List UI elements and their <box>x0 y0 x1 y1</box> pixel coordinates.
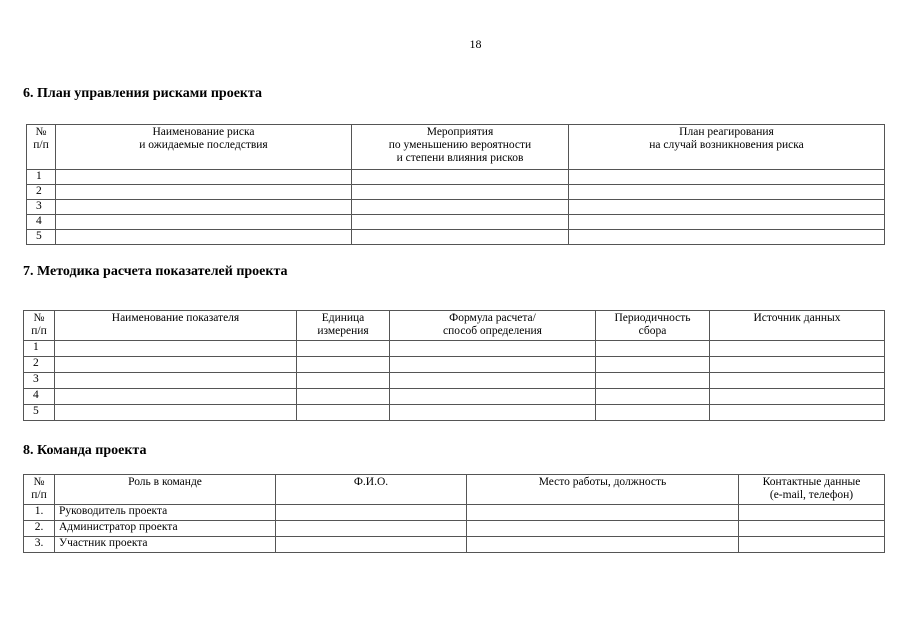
table-cell <box>297 357 390 373</box>
table-cell <box>710 389 885 405</box>
row-number-cell: 2 <box>24 357 55 373</box>
section-title-project-team: 8. Команда проекта <box>23 443 147 458</box>
project-team-table <box>23 474 885 553</box>
table-row <box>24 505 885 521</box>
table-cell <box>55 341 297 357</box>
table-cell <box>467 505 739 521</box>
table-cell <box>390 373 596 389</box>
table-cell <box>352 170 569 185</box>
column-header: Роль в команде <box>55 475 276 505</box>
column-header: № п/п <box>24 311 55 341</box>
table-cell <box>55 373 297 389</box>
table-cell <box>276 521 467 537</box>
table-cell <box>569 200 885 215</box>
table-cell <box>569 230 885 245</box>
table-cell <box>56 230 352 245</box>
table-cell <box>596 373 710 389</box>
table-cell: Руководитель проекта <box>55 505 276 521</box>
table-cell <box>596 357 710 373</box>
column-header: План реагирования на случай возникновения риска <box>569 125 885 170</box>
table-cell <box>710 405 885 421</box>
header-row <box>24 475 885 505</box>
column-header: Место работы, должность <box>467 475 739 505</box>
table-cell <box>596 341 710 357</box>
section-title-indicator-method: 7. Методика расчета показателей проекта <box>23 264 288 279</box>
row-number-cell: 3 <box>24 373 55 389</box>
row-number-cell: 3. <box>24 537 55 553</box>
table-cell <box>297 389 390 405</box>
column-header: Единица измерения <box>297 311 390 341</box>
table-cell <box>276 505 467 521</box>
row-number-cell: 2 <box>27 185 56 200</box>
header-row <box>24 311 885 341</box>
column-header: Источник данных <box>710 311 885 341</box>
table-row <box>24 373 885 389</box>
row-number-cell: 5 <box>24 405 55 421</box>
column-header: Наименование риска и ожидаемые последствия <box>56 125 352 170</box>
table-row <box>24 357 885 373</box>
row-number-cell: 2. <box>24 521 55 537</box>
table-cell <box>710 357 885 373</box>
table-row <box>27 200 885 215</box>
table-cell <box>56 200 352 215</box>
column-header: Наименование показателя <box>55 311 297 341</box>
table-cell <box>297 373 390 389</box>
page-number: 18 <box>469 37 482 51</box>
table-cell <box>467 537 739 553</box>
table-cell <box>56 215 352 230</box>
table-cell <box>390 357 596 373</box>
table-row <box>24 405 885 421</box>
table-cell <box>739 505 885 521</box>
row-number-cell: 5 <box>27 230 56 245</box>
table-row <box>24 537 885 553</box>
table-cell <box>55 389 297 405</box>
table-row <box>27 230 885 245</box>
table-row <box>27 215 885 230</box>
risk-plan-table <box>26 124 885 245</box>
table-row <box>24 341 885 357</box>
table-cell <box>55 405 297 421</box>
row-number-cell: 1. <box>24 505 55 521</box>
table-cell <box>352 185 569 200</box>
table-cell <box>55 357 297 373</box>
column-header: Мероприятия по уменьшению вероятности и степени влияния рисков <box>352 125 569 170</box>
table-cell <box>297 405 390 421</box>
table-cell <box>710 341 885 357</box>
table-cell <box>467 521 739 537</box>
table-row <box>24 521 885 537</box>
table-cell <box>276 537 467 553</box>
table-cell: Участник проекта <box>55 537 276 553</box>
table-cell <box>596 389 710 405</box>
row-number-cell: 3 <box>27 200 56 215</box>
header-row <box>27 125 885 170</box>
table-cell <box>390 341 596 357</box>
table-cell <box>390 389 596 405</box>
table-cell: Администратор проекта <box>55 521 276 537</box>
table-row <box>27 170 885 185</box>
table-cell <box>56 170 352 185</box>
table-cell <box>56 185 352 200</box>
row-number-cell: 1 <box>27 170 56 185</box>
table-cell <box>390 405 596 421</box>
column-header: Периодичность сбора <box>596 311 710 341</box>
column-header: Контактные данные (e-mail, телефон) <box>739 475 885 505</box>
table-cell <box>569 185 885 200</box>
table-cell <box>569 215 885 230</box>
table-cell <box>352 215 569 230</box>
table-cell <box>569 170 885 185</box>
section-title-risk-plan: 6. План управления рисками проекта <box>23 86 263 101</box>
column-header: № п/п <box>27 125 56 170</box>
table-cell <box>739 521 885 537</box>
table-row <box>27 185 885 200</box>
column-header: Формула расчета/ способ определения <box>390 311 596 341</box>
table-cell <box>710 373 885 389</box>
table-cell <box>596 405 710 421</box>
table-cell <box>352 200 569 215</box>
column-header: Ф.И.О. <box>276 475 467 505</box>
table-cell <box>297 341 390 357</box>
row-number-cell: 4 <box>24 389 55 405</box>
table-cell <box>352 230 569 245</box>
table-cell <box>739 537 885 553</box>
column-header: № п/п <box>24 475 55 505</box>
row-number-cell: 4 <box>27 215 56 230</box>
row-number-cell: 1 <box>24 341 55 357</box>
table-row <box>24 389 885 405</box>
indicator-method-table <box>23 310 885 421</box>
